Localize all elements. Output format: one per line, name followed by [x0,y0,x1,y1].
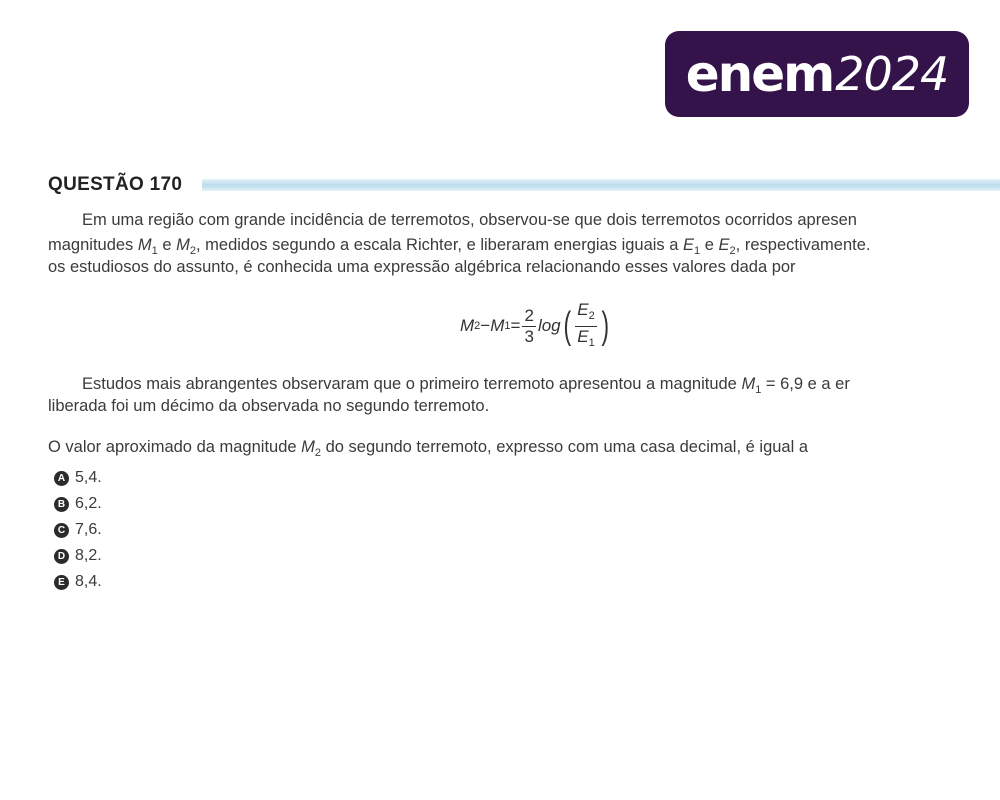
question-header [48,174,1000,198]
option-b-text: 6,2. [75,495,102,512]
option-d-text: 8,2. [75,547,102,564]
letter-e-icon: E [54,575,69,590]
log-label: log [537,316,561,335]
option-c-text: 7,6. [75,521,102,538]
paragraph-1-line-1: Em uma região com grande incidência de terremotos, observou-se que dois terremotos ocorridos apresen [82,211,857,229]
left-paren: ( [563,305,571,347]
richter-formula: M 2 − M 1 = $\frac{2}{3}$ log ( $\frac{E_2}{E_1}$ ) [460,298,611,354]
option-e-text: 8,4. [75,573,102,590]
coefficient-fraction: $\frac{2}{3}$ [524,305,534,346]
energy-fraction: $\frac{E_2}{E_1}$ [575,300,596,353]
paragraph-2-line-1: Estudos mais abrangentes observaram que o primeiro terremoto apresentou a magnitude $M_1 = 6,9$ e a er [82,375,850,396]
logo-year: 2024 [835,47,949,101]
letter-b-icon: B [54,497,69,512]
option-d[interactable] [54,546,102,566]
option-c[interactable] [54,520,102,540]
option-a-text: 5,4. [75,469,102,486]
option-e[interactable] [54,572,102,592]
header-rule [202,179,1000,191]
letter-a-icon: A [54,471,69,486]
letter-d-icon: D [54,549,69,564]
option-a[interactable] [54,468,102,488]
paragraph-1-line-2: magnitudes $M_1$ e $M_2$, medidos segundo a escala Richter, e liberaram energias iguais a $E_1$ e $E_2$, respectivamente. [48,236,871,257]
right-paren: ) [601,305,609,347]
enem-2024-logo [665,31,969,117]
option-b[interactable] [54,494,102,514]
paragraph-2-line-2: liberada foi um décimo da observada no segundo terremoto. [48,397,490,415]
paragraph-1-line-3: os estudiosos do assunto, é conhecida uma expressão algébrica relacionando esses valores dada por [48,258,796,276]
letter-c-icon: C [54,523,69,538]
question-prompt: O valor aproximado da magnitude $M_2$ do segundo terremoto, expresso com uma casa decimal, é igual a [48,438,809,459]
question-title: QUESTÃO 170 [48,174,183,195]
logo-word: enem [685,45,834,103]
